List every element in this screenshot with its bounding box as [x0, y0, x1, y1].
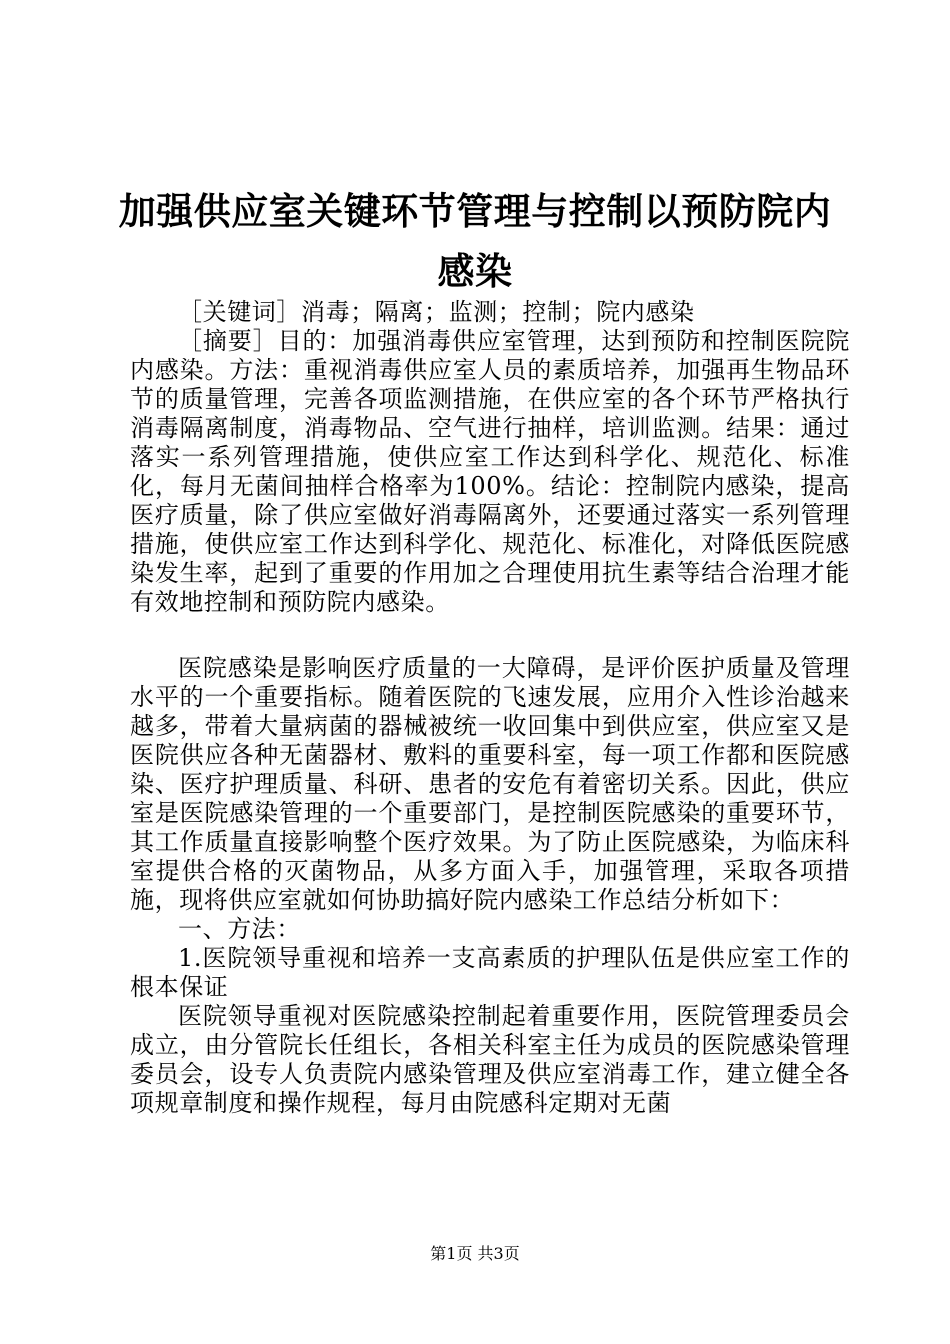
keywords-paragraph: ［关键词］消毒；隔离；监测；控制；院内感染 [178, 298, 695, 326]
section-heading: 一、方法： [178, 915, 301, 943]
paragraph-spacer [130, 617, 850, 654]
document-title: 加强供应室关键环节管理与控制以预防院内感染 [118, 190, 832, 293]
subsection-heading: 1.医院领导重视和培养一支高素质的护理队伍是供应室工作的根本保证 [130, 944, 850, 1001]
page-footer: 第1页 共3页 [430, 1244, 520, 1263]
intro-paragraph: 医院感染是影响医疗质量的一大障碍，是评价医护质量及管理水平的一个重要指标。随着医院的飞速发展，应用介入性诊治越来越多，带着大量病菌的器械被统一收回集中到供应室，供应室又是医院供应各种无菌器材、敷料的重要科室，每一项工作都和医院感染、医疗护理质量、科研、患者的安危有着密切关系。因此，供应室是医院感染管理的一个重要部门，是控制医院感染的重要环节，其工作质量直接影响整个医疗效果。为了防止医院感染，为临床科室提供合格的灭菌物品，从多方面入手，加强管理，采取各项措施，现将供应室就如何协助搞好院内感染工作总结分析如下： [130, 654, 850, 914]
document-body [130, 298, 850, 1118]
abstract-paragraph: ［摘要］目的：加强消毒供应室管理，达到预防和控制医院院内感染。方法：重视消毒供应室人员的素质培养，加强再生物品环节的质量管理，完善各项监测措施，在供应室的各个环节严格执行消毒隔离制度，消毒物品、空气进行抽样，培训监测。结果：通过落实一系列管理措施，使供应室工作达到科学化、规范化、标准化，每月无菌间抽样合格率为100%。结论：控制院内感染，提高医疗质量，除了供应室做好消毒隔离外，还要通过落实一系列管理措施，使供应室工作达到科学化、规范化、标准化，对降低医院感染发生率，起到了重要的作用加之合理使用抗生素等结合治理才能有效地控制和预防院内感染。 [130, 327, 850, 616]
section-paragraph: 医院领导重视对医院感染控制起着重要作用，医院管理委员会成立，由分管院长任组长，各相关科室主任为成员的医院感染管理委员会，设专人负责院内感染管理及供应室消毒工作，建立健全各项规章制度和操作规程，每月由院感科定期对无菌 [130, 1002, 850, 1117]
